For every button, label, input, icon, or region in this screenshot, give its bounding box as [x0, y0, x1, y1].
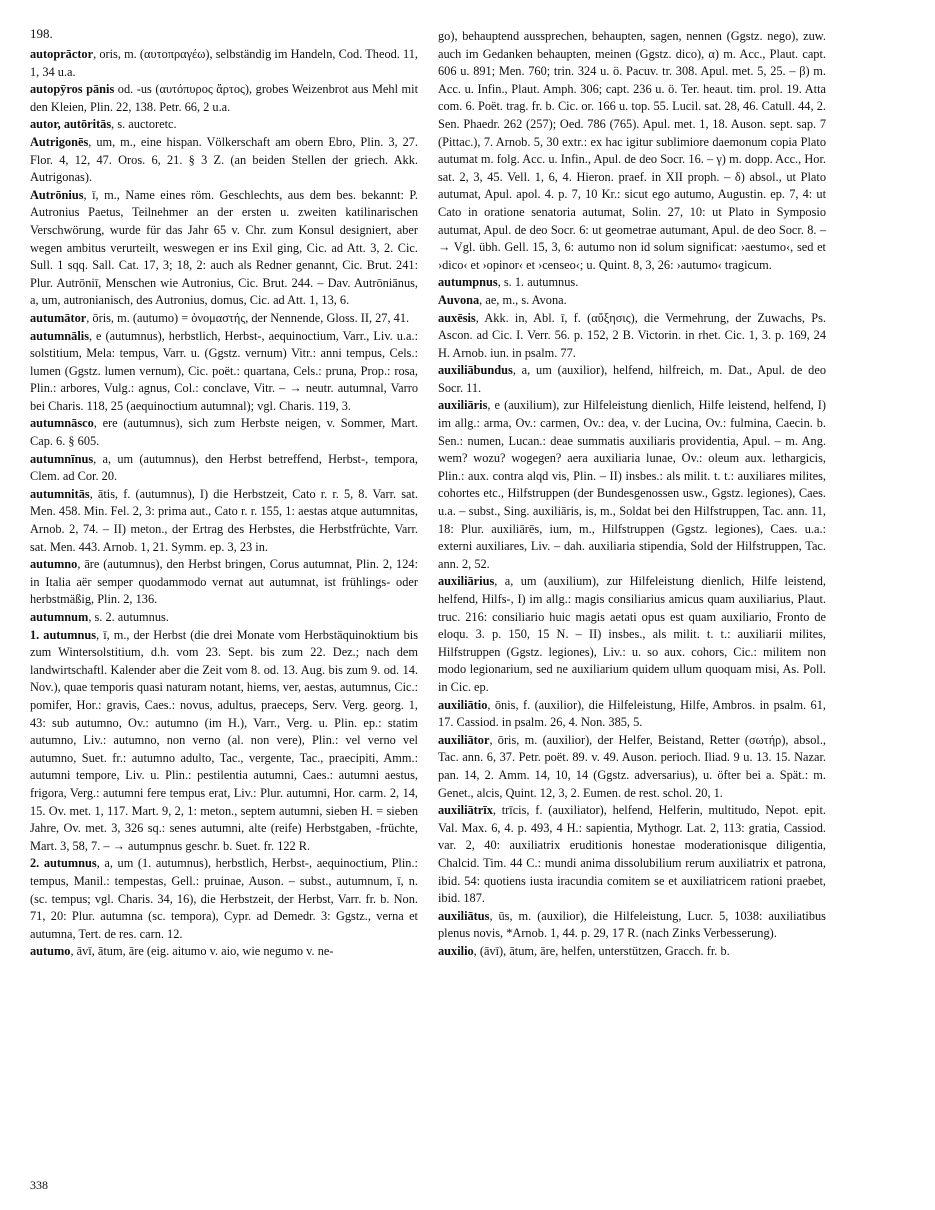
entry-text: , oris, m. (αυτοπραγέω), selbständig im Handeln, Cod. Theod. 11, 1, 34 u.a.	[30, 47, 418, 79]
page-number-top: 198.	[30, 26, 53, 41]
entry-headword: autopȳros pānis	[30, 82, 115, 97]
dictionary-entry	[30, 415, 418, 450]
dictionary-entry	[438, 397, 826, 573]
dictionary-entry	[30, 187, 418, 310]
entry-text: , e (autumnus), herbstlich, Herbst-, aequinoctium, Varr., Liv. u.a.: solstitium, Mela: tempus, Varr. u. (Ggstz. vernum) Vitr.: anni tempus, Cels.: lumen (Ggstz. lumen vernum), Cic. poët.: quartana, Cels.: pruna, Prop.: rosa, Plin.: arbores, Vulg.: agnus, Col.: conclave, Vitr. – → neutr. autumnal, Varro bei Charis. 118, 25 (aequinoctium autumnal); vgl. Charis. 119, 3.	[30, 328, 418, 413]
entry-text: , ōris, m. (auxilior), der Helfer, Beistand, Retter (σωτήρ), absol., Tac. ann. 6, 37. Petr. poët. 89. v. 49. Auson. perioch. Iliad. 9 u. 13. 15. Nazar. pan. 14, 2. Amm. 14, 10, 14 (Ggstz. adversarius), u. öfter bei a. Spät.: m. Genet., alcis, Quint. 12, 3, 2. Eumen. de rest. schol. 20, 1.	[438, 732, 826, 800]
dictionary-entry	[438, 274, 826, 292]
dictionary-entry	[438, 908, 826, 943]
dictionary-entry	[30, 556, 418, 609]
entry-text: , s. auctoretc.	[111, 117, 177, 132]
dictionary-entry	[438, 573, 826, 696]
entry-headword: autumnīnus	[30, 451, 94, 466]
dictionary-entry	[30, 943, 418, 961]
page-number-bottom: 338	[30, 1178, 48, 1192]
entry-headword: autumpnus	[438, 275, 498, 290]
entry-text: go), behauptend aussprechen, behaupten, sagen, nennen (Ggstz. nego), zuw. auch im Gedanken behaupten, meinen (Ggstz. dico), α) m. Acc., Plaut. capt. 606 u. 891; Men. 760; trin. 324 u. ö. Pacuv. tr. 308. Apul. met. 5, 25. – β) m. Acc. u. Infin., Plaut. Amph. 306; capt. 236 u. ö. Ter. heaut. tim. prol. 19. Atta com. 6. Poët. trag. fr. b. Cic. or. 166 u. top. 55. Lucil. sat. 28, 46. Catull. 44, 2. Sen. Phaedr. 262 (257); Oed. 786 (765). Apul. met. 1, 18. Auson. sept. sap. 7 (Pittac.), 7. Arnob. 5, 30 extr.: ex hac igitur sublimiore daemonum copia Plato autumat m. folg. Acc. u. Infin., Apul. de deo Socr. 16. – γ) m. dopp. Acc., Hor. sat. 2, 3, 45. Vell. 1, 6, 4. Hieron. praef. in XII proph. – δ) absol., ut Plato autumat, Apul. apol. 4. p. 7, 10 Kr.: sicut ego autumo, Augustin. ep. 7, 4: ut Cato in oratione senatoria autumat, Solin. 27, 10: ut Plato in Symposio autumat, Apul. de deo Socr. 6: ut geometrae autumant, Apul. de deo Socr. 8. – → Vgl. übh. Gell. 15, 3, 6: autumo non id solum significat: ›aestumo‹, sed et ›dico‹ et ›opinor‹ et ›censeo‹; u. Quint. 8, 3, 26: ›autumo‹ tragicum.	[438, 29, 826, 272]
entry-headword: 2. autumnus	[30, 856, 97, 871]
dictionary-entry	[438, 362, 826, 397]
dictionary-entry	[438, 292, 826, 310]
entry-headword: auxiliāris	[438, 398, 488, 413]
dictionary-entry	[438, 697, 826, 732]
dictionary-entry	[30, 310, 418, 328]
dictionary-entry	[438, 943, 826, 961]
entry-headword: autumno	[30, 557, 78, 572]
dictionary-entry	[30, 486, 418, 556]
entry-headword: autumo	[30, 944, 71, 959]
entry-text: , a, um (auxilium), zur Hilfeleistung dienlich, Hilfe leistend, helfend, Hilfs-, I) im allg.: magis consiliarius amicus quam auxiliarius, Plaut. truc. 216: consiliario huic magis aetati opus est quam auxiliario, Fronto de eloqu. 3. p. 150, 15 N. – II) insbes., als milit. t. t.: auxiliarii milites, Hilfstruppen (Ggstz. legiones), Liv.: u. so aux. cohors, Cic.: militem non modo legionarium, sed ne auxiliarium quidem ullum quoquam misi, As. Poll. in Cic. ep.	[438, 574, 826, 694]
entry-headword: autumnum	[30, 610, 89, 624]
entry-headword: 1. autumnus	[30, 627, 97, 642]
dictionary-entry	[30, 627, 418, 856]
entry-headword: auxiliābundus	[438, 363, 513, 378]
entry-headword: autumnālis	[30, 328, 89, 343]
entry-text: , āre (autumnus), den Herbst bringen, Corus autumnat, Plin. 2, 124: in Italia aër semper quodammodo vernat aut autumnat, ist frühlings- oder herbstmäßig, Plin. 2, 136.	[30, 557, 418, 607]
dictionary-entry	[438, 732, 826, 802]
entry-text: od. -us (αυτόπυρος ἄρτος), grobes Weizenbrot aus Mehl mit den Kleien, Plin. 22, 138. Petr. 66, 2 u.a.	[30, 82, 419, 114]
entry-text: , ī, m., der Herbst (die drei Monate vom Herbstäquinoktium bis zum Wintersolstitium, d.h. vom 23. Sept. bis zum 22. Dez.; nach dem landwirtschaftl. Kalender aber die Zeit vom 8. od. 13. Aug. bis zum 9. od. 14. Nov.), quae temporis quasi naturam notant, hiems, ver, aestas, autumnus, Cic.: pomifer, Hor.: gravis, Caes.: novus, adultus, praeceps, Serv. Verg. georg. 1, 43: sub autumno, Ov.: autumno (im H.), Varr., Verg. u. Plin. ep.: statim autumno, Liv.: autumno, non verno (al. non vere), Plin.: vel verno vel autumno, Suet. fr.: autumno adulto, Tac., vergente, Tac., praecipiti, Amm.: autumni tempore, Liv. u. Plin.: pestilentia autumni, Caes.: autumni aestus, frigora, Verg.: autumni fere tempus erat, Liv.: Plur. autumni, Hor. carm. 2, 14, 15. Ov. met. 1, 117. Mart. 9, 2, 1: meton., septem autumni, sieben H. = sieben Jahre, Ov. met. 3, 326 sq.: senes autumni, alte (reife) Herbstgaben, -früchte, Mart. 3, 58, 7. – → autumpnus geschr. b. Suet. fr. 122 R.	[30, 627, 418, 853]
dictionary-entry	[30, 609, 418, 627]
entry-text: , ī, m., Name eines röm. Geschlechts, aus dem bes. bekannt: P. Autronius Paetus, Teilnehmer an der ersten u. zweiten katilinarischen Verschwörung, wurde für das Jahr 65 v. Chr. zum Konsul designiert, aber wegen ambitus verurteilt, weswegen er ins Exil ging, Cic. ad Att. 3, 2. Cic. Sull. 1 sqq. Sall. Cat. 17, 3; 18, 2: auch als Redner genannt, Cic. Brut. 241: Plur. Autrōniī, Menschen wie Autronius, Cic. Brut. 244. – Dav. Autrōniānus, a, um, autronianisch, des Autronius, domus, Cic. ad Att. 1, 13, 6.	[30, 187, 418, 308]
entry-text: , ūs, m. (auxilior), die Hilfeleistung, Lucr. 5, 1038: auxiliatibus plenus novis, *Arnob. 1, 44. p. 29, 17 R. (nach Zinks Verbesserung).	[438, 908, 826, 941]
entry-headword: autumnāsco	[30, 416, 94, 431]
entry-headword: autumnitās	[30, 486, 90, 501]
entry-headword: auxiliātrīx	[438, 803, 493, 818]
entry-text: , trīcis, f. (auxiliator), helfend, Helferin, multitudo, Nepot. epit. Val. Max. 6, 4. p. 493, 4 H.: sapientia, Mythogr. Lat. 2, 113: gratia, Cassiod. var. 2, 40: auxiliatrix eruditionis honestae moderationisque diligentia, Chalcid. Tim. 44 C.: mundi anima dissolubilium rerum auxiliatrix et patrona, ibid. 54: quotiens iusta iracundia comitem se et auxiliatricem rationi praebet, ibid. 187.	[438, 803, 826, 906]
entry-text: , a, um (auxilior), helfend, hilfreich, m. Dat., Apul. de deo Socr. 11.	[438, 363, 826, 395]
entry-text: , (āvī), ātum, āre, helfen, unterstützen, Gracch. fr. b.	[473, 943, 730, 958]
dictionary-entry	[438, 310, 826, 363]
entry-headword: Autrigonēs	[30, 134, 89, 149]
dictionary-entry	[30, 81, 418, 116]
entry-text: , āvī, ātum, āre (eig. aitumo v. aio, wie negumo v. ne-	[70, 944, 334, 959]
entry-headword: auxiliātio	[438, 697, 488, 712]
entry-text: , s. 2. autumnus.	[88, 610, 169, 624]
entry-text: , Akk. in, Abl. ī, f. (αὔξησις), die Vermehrung, der Zuwachs, Ps. Ascon. ad Cic. I. Verr. 56. p. 152, 2 B. Victorin. in rhet. Cic. 1, 3. p. 169, 24 H. Arnob. iun. in psalm. 77.	[438, 310, 826, 360]
dictionary-entry	[438, 802, 826, 908]
dictionary-entry	[30, 855, 418, 943]
dictionary-entry	[438, 28, 826, 274]
dictionary-entry	[30, 328, 418, 416]
entry-headword: auxiliārius	[438, 574, 495, 589]
entry-text: , ātis, f. (autumnus), I) die Herbstzeit, Cato r. r. 5, 8. Varr. sat. Men. 458. Min. Fel. 2, 3: prima aut., Cato r. r. 155, 1: aestas atque autumnitas, Arnob. 2, 74. – II) meton., der Ertrag des Herbstes, die Herbstfrüchte, Varr. sat. Men. 443. Arnob. 1, 21. Symm. ep. 3, 23 in.	[30, 486, 418, 554]
entry-text: , ere (autumnus), sich zum Herbste neigen, v. Sommer, Mart. Cap. 6. § 605.	[30, 416, 418, 449]
entry-headword: autumātor	[30, 310, 87, 325]
right-column	[438, 28, 826, 960]
dictionary-entry	[30, 46, 418, 81]
entry-text: , ae, m., s. Avona.	[479, 292, 567, 307]
entry-headword: autor, autōritās	[30, 117, 112, 132]
entry-headword: auxilio	[438, 943, 474, 958]
entry-text: , um, m., eine hispan. Völkerschaft am obern Ebro, Plin. 3, 27. Flor. 4, 12, 47. Oros. 6, 21. § 3 Z. (an beiden Stellen der griech. Akk. Autrigonas).	[30, 134, 418, 185]
entry-text: , ōris, m. (autumo) = ὀνομαστής, der Nennende, Gloss. II, 27, 41.	[86, 310, 410, 325]
dictionary-entry	[30, 134, 418, 187]
entry-text: , a, um (1. autumnus), herbstlich, Herbst-, aequinoctium, Plin.: tempus, Manil.: tempestas, Gell.: pruinae, Auson. – subst., autumnum, ī, n. (sc. tempus; vgl. Charis. 34, 16), die Herbstzeit, der Herbst, Varr. fr. b. Non. 71, 20: Plur. autumna (sc. tempora), Cypr. ad Demedr. 3: Ggstz., verna et autumna, Tert. de res. carn. 12.	[30, 856, 418, 941]
entry-headword: Autrōnius	[30, 187, 84, 202]
entry-text: , e (auxilium), zur Hilfeleistung dienlich, Hilfe leistend, helfend, I) im allg.: arma, Ov.: carmen, Ov.: dea, v. der Lucina, Ov.: fulmina, Caecin. b. Sen.: numen, Lucan.: deae summatis auxiliaris providentia, Apul. – m. Ang. wem? wozu? wogegen? aera auxiliaria lunae, Ov.: oleum aux. lethargicis, Plin.: aux. contra alqd vis, Plin. – II) insbes.: als milit. t. t.: auxiliares milites, cohortes etc., Hilfstruppen (der Bundesgenossen usw., Ggstz. legiones), Caes. u.a. – subst., Sing. auxiliāris, is, m., Soldat bei den Hilfstruppen, Tac. ann. 11, 18: Plur. auxiliārēs, ium, m., Hilfstruppen (Ggstz. legiones), Caes. u.a.: externi auxiliares, Liv. – dah. auxiliaria stipendia, Sold der Hilfstruppen, Tac. ann. 2, 52.	[438, 398, 826, 571]
entry-headword: auxēsis	[438, 310, 476, 325]
dictionary-entry	[30, 451, 418, 486]
entry-text: , s. 1. autumnus.	[497, 275, 579, 290]
entry-headword: Auvona	[438, 292, 480, 307]
entry-text: , ōnis, f. (auxilior), die Hilfeleistung, Hilfe, Ambros. in psalm. 61, 17. Cassiod. in psalm. 26, 4. Non. 385, 5.	[438, 697, 826, 730]
left-column	[30, 46, 418, 961]
entry-headword: auxiliātor	[438, 732, 490, 747]
dictionary-entry	[30, 116, 418, 134]
entry-headword: autoprāctor	[30, 47, 94, 61]
entry-headword: auxiliātus	[438, 908, 490, 923]
entry-text: , a, um (autumnus), den Herbst betreffend, Herbst-, tempora, Clem. ad Cor. 20.	[30, 451, 418, 484]
